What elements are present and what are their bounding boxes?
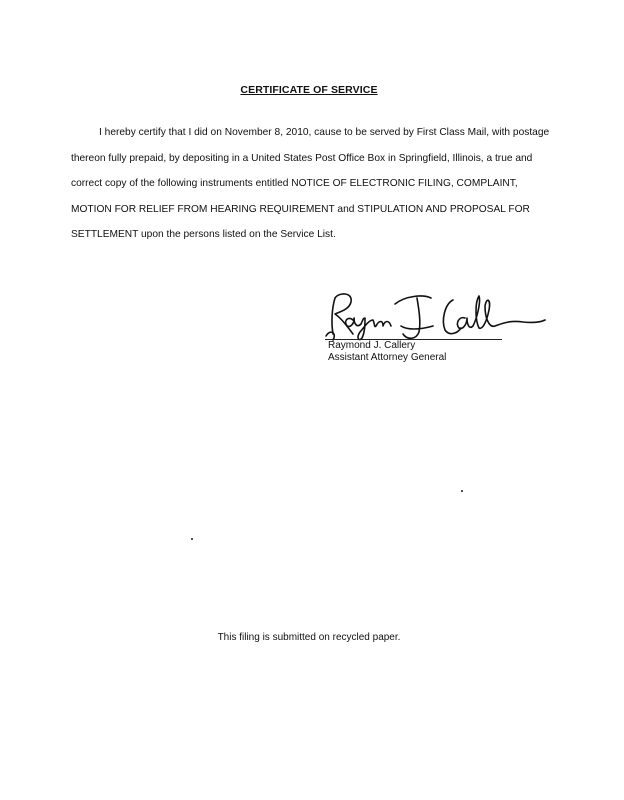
scan-speck	[191, 538, 193, 540]
certification-paragraph: I hereby certify that I did on November 8, 2010, cause to be served by First Class Mail, with postage thereon fully prepaid, by depositing in a United States Post Office Box in Springfield, Illinois, a true and correct copy of the following instruments entitled NOTICE OF ELECTRONIC FILING, COMPLAINT, MOTION FOR RELIEF FROM HEARING REQUIREMENT and STIPULATION AND PROPOSAL FOR SETTLEMENT upon the persons listed on the Service List.	[71, 127, 550, 240]
document-title: CERTIFICATE OF SERVICE	[240, 84, 378, 96]
signer-title: Assistant Attorney General	[328, 352, 447, 363]
recycled-paper-note: This filing is submitted on recycled paper.	[217, 632, 401, 643]
handwritten-signature	[323, 290, 548, 342]
signer-name: Raymond J. Callery	[328, 340, 416, 351]
certification-body	[71, 120, 551, 248]
scan-speck	[461, 490, 463, 492]
